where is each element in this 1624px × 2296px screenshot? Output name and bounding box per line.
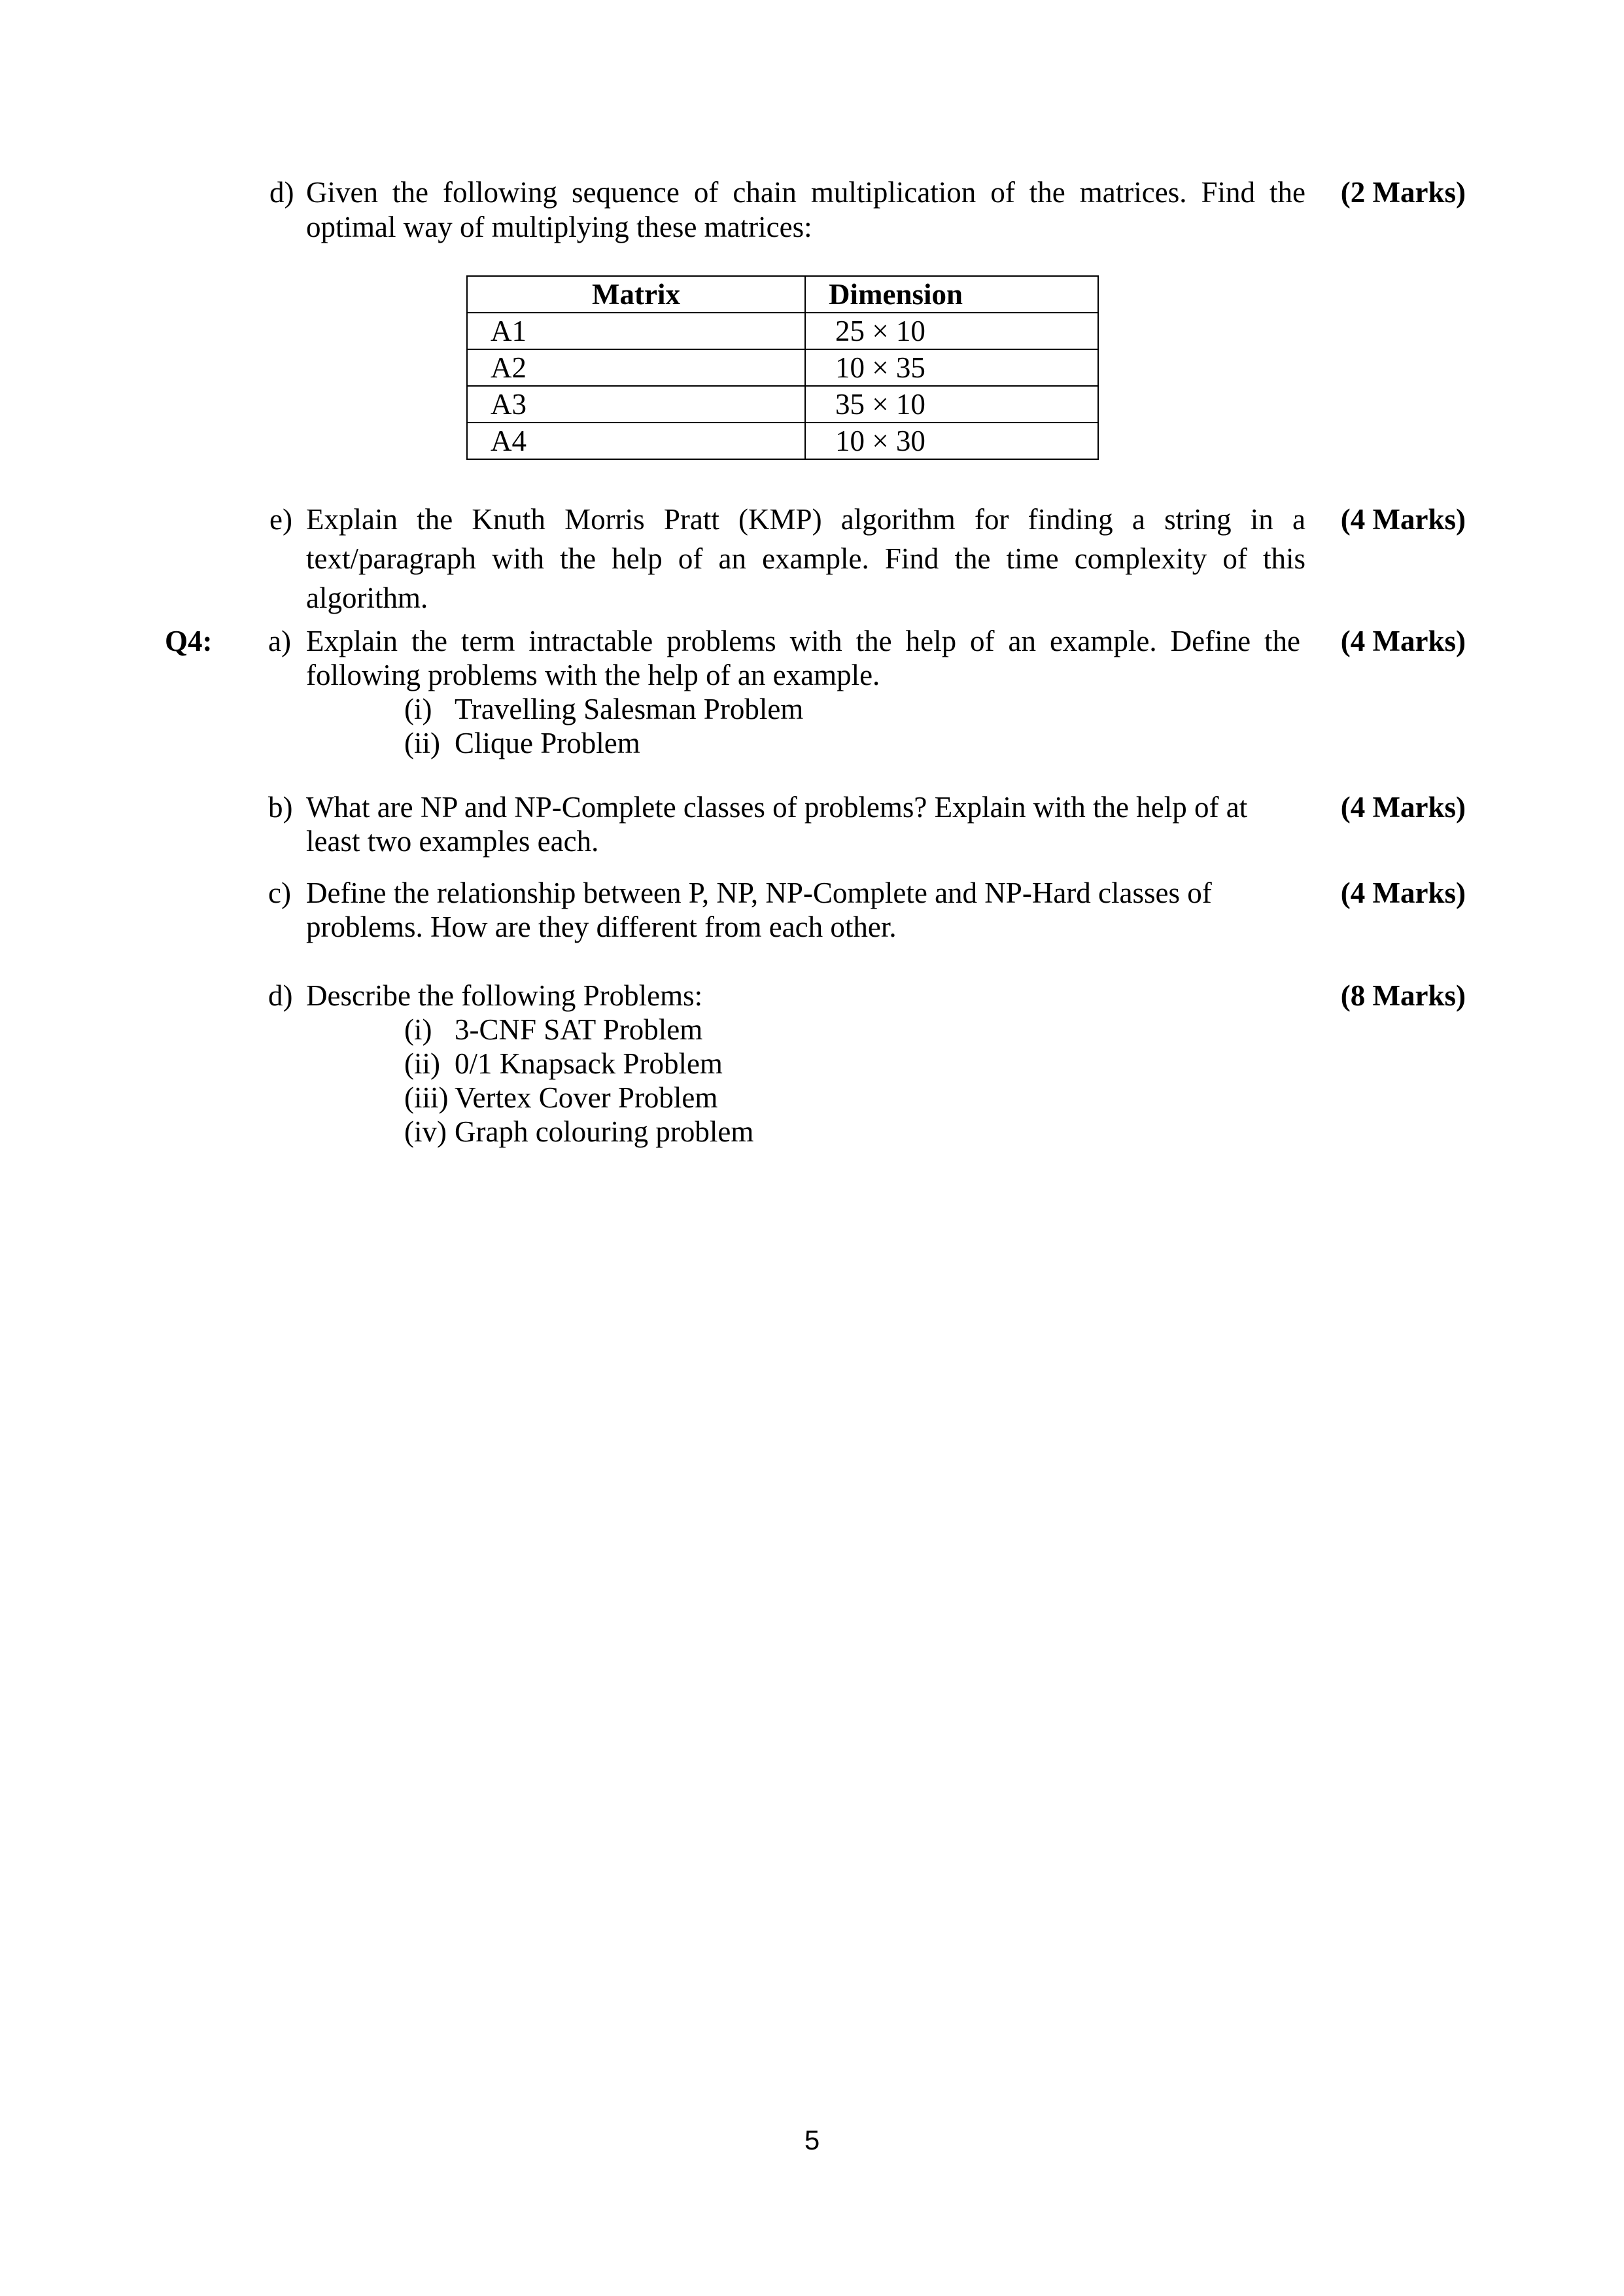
q4d-marks: (8 Marks) bbox=[1340, 979, 1466, 1012]
q3e-text-line-3: algorithm. bbox=[306, 582, 428, 614]
table-cell-matrix: A2 bbox=[467, 349, 805, 386]
q4c-text-line-2: problems. How are they different from each other. bbox=[306, 911, 897, 943]
q3e-marks: (4 Marks) bbox=[1340, 503, 1466, 536]
q3d-text-line-1: Given the following sequence of chain multiplication of the matrices. Find the bbox=[306, 176, 1305, 209]
table-cell-dimension: 35 × 10 bbox=[805, 386, 1098, 423]
table-cell-dimension: 10 × 30 bbox=[805, 423, 1098, 459]
table-header-matrix: Matrix bbox=[467, 276, 805, 313]
q4c-label: c) bbox=[268, 877, 291, 909]
q3e-text-line-2: text/paragraph with the help of an example. Find the time complexity of this bbox=[306, 542, 1305, 575]
q4d-item-text-1: 3-CNF SAT Problem bbox=[455, 1013, 703, 1046]
q4d-label: d) bbox=[268, 979, 293, 1012]
q4a-marks: (4 Marks) bbox=[1340, 625, 1466, 657]
table-cell-matrix: A4 bbox=[467, 423, 805, 459]
q4b-text-line-1: What are NP and NP-Complete classes of problems? Explain with the help of at bbox=[306, 791, 1248, 824]
table-row bbox=[467, 349, 1098, 386]
matrix-dimension-table bbox=[466, 275, 1099, 460]
q4d-item-num-3: (iii) bbox=[404, 1081, 449, 1114]
q4d-item-num-4: (iv) bbox=[404, 1115, 447, 1148]
q4a-label: a) bbox=[268, 625, 291, 657]
table-cell-matrix: A1 bbox=[467, 313, 805, 349]
q4d-item-num-1: (i) bbox=[404, 1013, 432, 1046]
q4c-text-line-1: Define the relationship between P, NP, NP-Complete and NP-Hard classes of bbox=[306, 877, 1212, 909]
q4a-item-text-1: Travelling Salesman Problem bbox=[455, 693, 804, 725]
q4a-text-line-1: Explain the term intractable problems with the help of an example. Define the bbox=[306, 625, 1300, 657]
table-header-dimension: Dimension bbox=[805, 276, 1098, 313]
q4d-item-text-4: Graph colouring problem bbox=[455, 1115, 754, 1148]
q4d-item-text-3: Vertex Cover Problem bbox=[455, 1081, 718, 1114]
table-row bbox=[467, 313, 1098, 349]
q4a-text-line-2: following problems with the help of an example. bbox=[306, 659, 880, 691]
q3e-text-line-1: Explain the Knuth Morris Pratt (KMP) algorithm for finding a string in a bbox=[306, 503, 1305, 536]
q4d-item-text-2: 0/1 Knapsack Problem bbox=[455, 1047, 723, 1080]
q4b-text-line-2: least two examples each. bbox=[306, 825, 599, 858]
page-number: 5 bbox=[804, 2125, 820, 2155]
q3d-text-line-2: optimal way of multiplying these matrices: bbox=[306, 211, 812, 243]
q4a-item-num-1: (i) bbox=[404, 693, 432, 725]
q4b-label: b) bbox=[268, 791, 293, 824]
table-cell-dimension: 25 × 10 bbox=[805, 313, 1098, 349]
q3e-label: e) bbox=[269, 503, 292, 536]
q4a-item-text-2: Clique Problem bbox=[455, 727, 640, 759]
q4-number: Q4: bbox=[165, 625, 213, 657]
q3d-label: d) bbox=[269, 176, 294, 209]
table-header-row bbox=[467, 276, 1098, 313]
q4b-marks: (4 Marks) bbox=[1340, 791, 1466, 824]
table-row bbox=[467, 386, 1098, 423]
q4d-item-num-2: (ii) bbox=[404, 1047, 440, 1080]
table-row bbox=[467, 423, 1098, 459]
q3d-marks: (2 Marks) bbox=[1340, 176, 1466, 209]
q4a-item-num-2: (ii) bbox=[404, 727, 440, 759]
q4c-marks: (4 Marks) bbox=[1340, 877, 1466, 909]
table-cell-matrix: A3 bbox=[467, 386, 805, 423]
table-cell-dimension: 10 × 35 bbox=[805, 349, 1098, 386]
q4d-text-line-1: Describe the following Problems: bbox=[306, 979, 703, 1012]
